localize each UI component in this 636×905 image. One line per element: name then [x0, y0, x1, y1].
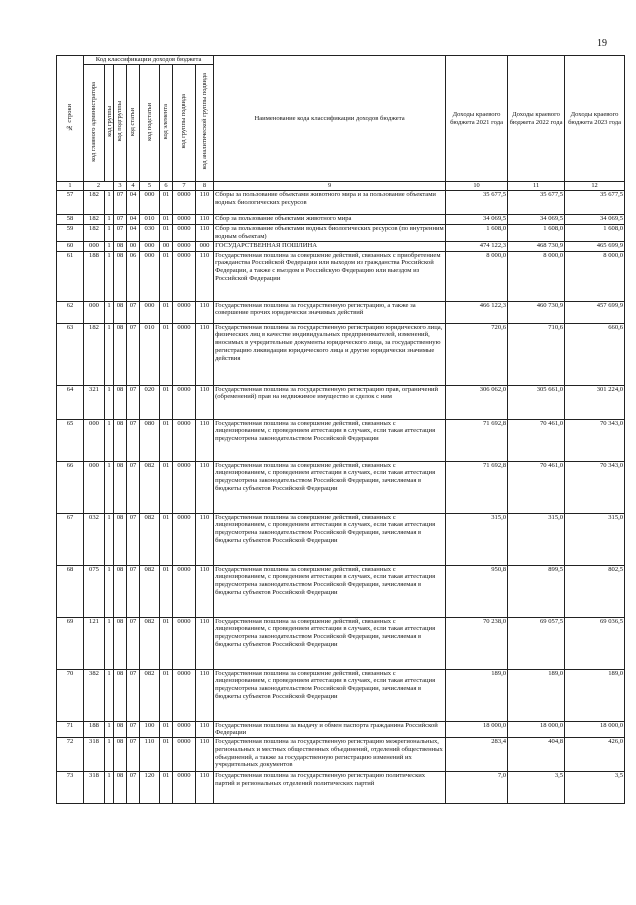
cell-an: 110: [196, 565, 214, 617]
cell-grp: 1: [105, 323, 114, 385]
cell-sub: 08: [114, 419, 127, 461]
cell-subart: 100: [140, 721, 160, 738]
cell-name: Государственная пошлина за совершение действий, связанных с лицензированием, с проведением аттестации в случаях, если такая аттестация предусмотрена законодательством Российской Федерации, зачисляемая в бюджеты субъектов Российской Федерации: [214, 617, 446, 669]
cell-admin: 182: [84, 323, 105, 385]
cell-y2: 189,0: [508, 669, 565, 721]
column-number: 10: [446, 182, 508, 191]
cell-n: 72: [57, 738, 84, 772]
table-body: [57, 191, 625, 804]
cell-y3: 189,0: [565, 669, 625, 721]
cell-sub: 07: [114, 191, 127, 215]
cell-pv: 0000: [173, 772, 196, 804]
cell-subart: 082: [140, 513, 160, 565]
cell-name: Государственная пошлина за совершение действий, связанных с лицензированием, с проведением аттестации в случаях, если такая аттестация предусмотрена законодательством Российской Федерации: [214, 419, 446, 461]
cell-admin: 188: [84, 721, 105, 738]
cell-y1: 466 122,3: [446, 301, 508, 323]
cell-admin: 000: [84, 241, 105, 251]
cell-el: 01: [160, 617, 173, 669]
cell-subart: 000: [140, 301, 160, 323]
cell-subart: 082: [140, 617, 160, 669]
table-row: [57, 215, 625, 225]
cell-an: 110: [196, 251, 214, 301]
column-number: 3: [114, 182, 127, 191]
cell-grp: 1: [105, 419, 114, 461]
cell-y1: 315,0: [446, 513, 508, 565]
cell-sub: 07: [114, 215, 127, 225]
table-row: [57, 323, 625, 385]
cell-n: 58: [57, 215, 84, 225]
cell-y1: 474 122,3: [446, 241, 508, 251]
cell-admin: 000: [84, 461, 105, 513]
cell-el: 01: [160, 669, 173, 721]
cell-el: 01: [160, 461, 173, 513]
cell-el: 01: [160, 721, 173, 738]
cell-y3: 8 000,0: [565, 251, 625, 301]
cell-y3: 1 608,0: [565, 225, 625, 242]
cell-y3: 660,6: [565, 323, 625, 385]
cell-art: 07: [127, 669, 140, 721]
cell-subart: 110: [140, 738, 160, 772]
cell-y2: 315,0: [508, 513, 565, 565]
cell-y1: 35 677,5: [446, 191, 508, 215]
cell-y3: 18 000,0: [565, 721, 625, 738]
header-kod-article: код статьи: [127, 65, 140, 182]
cell-an: 110: [196, 738, 214, 772]
cell-pv: 0000: [173, 419, 196, 461]
cell-an: 110: [196, 385, 214, 419]
cell-name: Государственная пошлина за государственную регистрацию межрегиональных, региональных и местных общественных объединений, отделений общественных объединений, а также за государственную регистрацию изменений их учредительных документов: [214, 738, 446, 772]
cell-y3: 69 036,5: [565, 617, 625, 669]
cell-y1: 1 608,0: [446, 225, 508, 242]
cell-admin: 318: [84, 738, 105, 772]
cell-pv: 0000: [173, 617, 196, 669]
column-number: 2: [84, 182, 114, 191]
cell-art: 04: [127, 225, 140, 242]
cell-pv: 0000: [173, 669, 196, 721]
cell-y1: 7,0: [446, 772, 508, 804]
cell-an: 110: [196, 772, 214, 804]
cell-an: 110: [196, 513, 214, 565]
cell-y3: 35 677,5: [565, 191, 625, 215]
header-kod-subarticle: код подстатьи: [140, 65, 160, 182]
cell-pv: 0000: [173, 251, 196, 301]
cell-n: 64: [57, 385, 84, 419]
header-kod-group-col: код группы: [105, 65, 114, 182]
cell-sub: 08: [114, 323, 127, 385]
cell-grp: 1: [105, 191, 114, 215]
column-number: 8: [196, 182, 214, 191]
column-number: 11: [508, 182, 565, 191]
cell-y2: 710,6: [508, 323, 565, 385]
cell-n: 67: [57, 513, 84, 565]
cell-art: 00: [127, 241, 140, 251]
cell-el: 01: [160, 738, 173, 772]
header-year-2023: Доходы краевого бюджета 2023 года: [565, 56, 625, 182]
cell-admin: 321: [84, 385, 105, 419]
cell-y2: 70 461,0: [508, 461, 565, 513]
cell-y1: 8 000,0: [446, 251, 508, 301]
cell-grp: 1: [105, 513, 114, 565]
cell-name: Государственная пошлина за совершение действий, связанных с лицензированием, с проведением аттестации в случаях, если такая аттестация предусмотрена законодательством Российской Федерации, зачисляемая в бюджеты субъектов Российской Федерации: [214, 669, 446, 721]
cell-grp: 1: [105, 617, 114, 669]
cell-sub: 08: [114, 251, 127, 301]
cell-grp: 1: [105, 385, 114, 419]
table-row: [57, 301, 625, 323]
header-kod-element: код элемента: [160, 65, 173, 182]
cell-admin: 382: [84, 669, 105, 721]
cell-an: 110: [196, 617, 214, 669]
cell-n: 68: [57, 565, 84, 617]
cell-name: ГОСУДАРСТВЕННАЯ ПОШЛИНА: [214, 241, 446, 251]
cell-el: 00: [160, 241, 173, 251]
cell-y1: 70 238,0: [446, 617, 508, 669]
cell-subart: 080: [140, 419, 160, 461]
cell-y1: 283,4: [446, 738, 508, 772]
cell-y3: 34 069,5: [565, 215, 625, 225]
cell-name: Государственная пошлина за государственную регистрацию, а также за совершение прочих юридически значимых действий: [214, 301, 446, 323]
cell-grp: 1: [105, 669, 114, 721]
cell-el: 01: [160, 513, 173, 565]
cell-name: Сбор за пользование объектами водных биологических ресурсов (по внутренним водным объектам): [215, 225, 444, 240]
cell-an: 110: [196, 419, 214, 461]
cell-subart: 010: [140, 215, 160, 225]
cell-admin: 182: [84, 191, 105, 215]
cell-y1: 71 692,8: [446, 461, 508, 513]
cell-name: Государственная пошлина за государственную регистрацию прав, ограничений (обременений) прав на недвижимое имущество и сделок с ним: [214, 385, 446, 419]
cell-subart: 082: [140, 669, 160, 721]
revenue-table: [56, 55, 625, 804]
cell-admin: 188: [84, 251, 105, 301]
cell-y3: 3,5: [565, 772, 625, 804]
table-row: [57, 738, 625, 772]
cell-el: 01: [160, 323, 173, 385]
cell-pv: 0000: [173, 385, 196, 419]
cell-y3: 70 343,0: [565, 419, 625, 461]
cell-pv: 0000: [173, 215, 196, 225]
cell-subart: 030: [140, 225, 160, 242]
cell-name: Государственная пошлина за совершение действий, связанных с лицензированием, с проведением аттестации в случаях, если такая аттестация предусмотрена законодательством Российской Федерации, зачисляемая в бюджеты субъектов Российской Федерации: [214, 461, 446, 513]
table-row: [57, 721, 625, 738]
cell-el: 01: [160, 191, 173, 215]
table-row: [57, 191, 625, 215]
cell-pv: 0000: [173, 241, 196, 251]
cell-sub: 08: [114, 461, 127, 513]
column-number: 7: [173, 182, 196, 191]
cell-sub: 08: [114, 721, 127, 738]
cell-pv: 0000: [173, 513, 196, 565]
cell-art: 07: [127, 323, 140, 385]
cell-n: 65: [57, 419, 84, 461]
cell-art: 07: [127, 301, 140, 323]
cell-y2: 35 677,5: [508, 191, 565, 215]
cell-sub: 08: [114, 301, 127, 323]
cell-el: 01: [160, 772, 173, 804]
table-row: [57, 461, 625, 513]
table-row: [57, 772, 625, 804]
cell-sub: 08: [114, 738, 127, 772]
cell-name: Государственная пошлина за совершение действий, связанных с лицензированием, с проведением аттестации в случаях, если такая аттестация предусмотрена законодательством Российской Федерации, зачисляемая в бюджеты субъектов Российской Федерации: [214, 513, 446, 565]
cell-pv: 0000: [173, 301, 196, 323]
table-row: [57, 385, 625, 419]
cell-an: 110: [196, 225, 214, 242]
cell-n: 60: [57, 241, 84, 251]
cell-admin: 121: [84, 617, 105, 669]
cell-y1: 306 062,0: [446, 385, 508, 419]
cell-y2: 404,8: [508, 738, 565, 772]
cell-name: Государственная пошлина за государственную регистрацию политических партий и региональных отделений политических партий: [214, 772, 446, 804]
cell-n: 57: [57, 191, 84, 215]
cell-grp: 1: [105, 251, 114, 301]
cell-y2: 18 000,0: [508, 721, 565, 738]
cell-name: Государственная пошлина за совершение действий, связанных с приобретением гражданства Российской Федерации или выходом из гражданства Российской Федерации, а также с въездом в Российскую Федерацию или выездом из Российской Федерации: [214, 251, 446, 301]
cell-pv: 0000: [173, 323, 196, 385]
cell-an: 000: [196, 241, 214, 251]
cell-name: Сборы за пользование объектами животного мира и за пользование объектами водных биологических ресурсов: [214, 191, 446, 215]
cell-n: 69: [57, 617, 84, 669]
cell-y3: 457 699,9: [565, 301, 625, 323]
column-number: 9: [214, 182, 446, 191]
cell-art: 07: [127, 617, 140, 669]
header-kod-analytic: код аналитической группы подвида: [196, 65, 214, 182]
cell-y2: 1 608,0: [508, 225, 565, 242]
cell-subart: 082: [140, 565, 160, 617]
cell-y2: 8 000,0: [508, 251, 565, 301]
cell-y1: 18 000,0: [446, 721, 508, 738]
cell-n: 63: [57, 323, 84, 385]
cell-grp: 1: [105, 241, 114, 251]
table-row: [57, 565, 625, 617]
cell-art: 07: [127, 513, 140, 565]
cell-grp: 1: [105, 565, 114, 617]
page-number: 19: [597, 38, 607, 49]
cell-grp: 1: [105, 225, 114, 242]
cell-pv: 0000: [173, 721, 196, 738]
cell-subart: 020: [140, 385, 160, 419]
cell-art: 07: [127, 565, 140, 617]
header-name: Наименование кода классификации доходов бюджета: [214, 56, 446, 182]
cell-n: 62: [57, 301, 84, 323]
cell-grp: 1: [105, 738, 114, 772]
table-row: [57, 225, 625, 242]
cell-el: 01: [160, 385, 173, 419]
cell-y2: 34 069,5: [508, 215, 565, 225]
table-row: [57, 669, 625, 721]
cell-pv: 0000: [173, 738, 196, 772]
cell-y2: 899,5: [508, 565, 565, 617]
cell-subart: 000: [140, 241, 160, 251]
cell-y1: 720,6: [446, 323, 508, 385]
cell-admin: 000: [84, 301, 105, 323]
header-year-2022: Доходы краевого бюджета 2022 года: [508, 56, 565, 182]
cell-subart: 000: [140, 191, 160, 215]
cell-subart: 120: [140, 772, 160, 804]
cell-n: 61: [57, 251, 84, 301]
table-row: [57, 251, 625, 301]
cell-sub: 08: [114, 565, 127, 617]
cell-sub: 08: [114, 241, 127, 251]
cell-el: 01: [160, 419, 173, 461]
revenue-table-container: [56, 55, 624, 804]
header-kod-subgroup: код подгруппы: [114, 65, 127, 182]
cell-y1: 34 069,5: [446, 215, 508, 225]
header-year-2021: Доходы краевого бюджета 2021 года: [446, 56, 508, 182]
cell-name: Сбор за пользование объектами животного мира: [214, 215, 446, 225]
header-kod-group: Код классификации доходов бюджета: [84, 56, 214, 65]
cell-y2: 305 661,0: [508, 385, 565, 419]
cell-y3: 301 224,0: [565, 385, 625, 419]
cell-el: 01: [160, 301, 173, 323]
cell-y3: 315,0: [565, 513, 625, 565]
cell-n: 73: [57, 772, 84, 804]
cell-an: 110: [196, 323, 214, 385]
cell-el: 01: [160, 225, 173, 242]
column-number: 4: [127, 182, 140, 191]
header-kod-subtype: код группы подвида: [173, 65, 196, 182]
cell-n: 66: [57, 461, 84, 513]
header-row-number: № строки: [57, 56, 84, 182]
cell-sub: 08: [114, 385, 127, 419]
cell-grp: 1: [105, 772, 114, 804]
cell-name: Государственная пошлина за государственную регистрацию юридического лица, физических лиц в качестве индивидуальных предпринимателей, изменений, вносимых в учредительные документы юридического лица, за государственную регистрацию ликвидации юридического лица и другие юридически значимые действия: [214, 323, 446, 385]
cell-name: Государственная пошлина за выдачу и обмен паспорта гражданина Российской Федерации: [214, 721, 446, 738]
cell-y2: 70 461,0: [508, 419, 565, 461]
cell-y3: 802,5: [565, 565, 625, 617]
cell-art: 06: [127, 251, 140, 301]
cell-an: 110: [196, 669, 214, 721]
cell-name: Государственная пошлина за совершение действий, связанных с лицензированием, с проведением аттестации в случаях, если такая аттестация предусмотрена законодательством Российской Федерации, зачисляемая в бюджеты субъектов Российской Федерации: [214, 565, 446, 617]
cell-pv: 0000: [173, 565, 196, 617]
cell-admin: 075: [84, 565, 105, 617]
column-number-row: [57, 182, 625, 191]
cell-grp: 1: [105, 215, 114, 225]
cell-n: 70: [57, 669, 84, 721]
column-number: 5: [140, 182, 160, 191]
column-number: 12: [565, 182, 625, 191]
cell-pv: 0000: [173, 191, 196, 215]
cell-subart: 010: [140, 323, 160, 385]
cell-n: 59: [57, 225, 84, 242]
cell-art: 07: [127, 772, 140, 804]
cell-el: 01: [160, 215, 173, 225]
cell-sub: 08: [114, 513, 127, 565]
cell-an: 110: [196, 461, 214, 513]
cell-sub: 08: [114, 617, 127, 669]
cell-admin: 318: [84, 772, 105, 804]
cell-grp: 1: [105, 461, 114, 513]
cell-y3: 426,0: [565, 738, 625, 772]
cell-y2: 3,5: [508, 772, 565, 804]
cell-sub: 07: [114, 225, 127, 242]
cell-n: 71: [57, 721, 84, 738]
cell-subart: 082: [140, 461, 160, 513]
cell-admin: 032: [84, 513, 105, 565]
cell-y1: 950,8: [446, 565, 508, 617]
table-row: [57, 419, 625, 461]
cell-art: 07: [127, 738, 140, 772]
table-row: [57, 513, 625, 565]
cell-y1: 189,0: [446, 669, 508, 721]
cell-grp: 1: [105, 721, 114, 738]
column-number: 1: [57, 182, 84, 191]
cell-an: 110: [196, 301, 214, 323]
cell-art: 07: [127, 385, 140, 419]
cell-admin: 000: [84, 419, 105, 461]
cell-art: 04: [127, 215, 140, 225]
cell-y2: 468 730,9: [508, 241, 565, 251]
cell-an: 110: [196, 191, 214, 215]
cell-sub: 08: [114, 669, 127, 721]
cell-pv: 0000: [173, 225, 196, 242]
cell-y2: 460 730,9: [508, 301, 565, 323]
cell-y2: 69 057,5: [508, 617, 565, 669]
cell-art: 07: [127, 721, 140, 738]
cell-pv: 0000: [173, 461, 196, 513]
header-kod-admin: код главного администратора: [84, 65, 105, 182]
cell-el: 01: [160, 251, 173, 301]
table-row: [57, 617, 625, 669]
column-number: 6: [160, 182, 173, 191]
cell-admin: 182: [84, 225, 105, 242]
table-row: [57, 241, 625, 251]
cell-el: 01: [160, 565, 173, 617]
cell-art: 04: [127, 191, 140, 215]
cell-art: 07: [127, 461, 140, 513]
cell-grp: 1: [105, 301, 114, 323]
cell-y1: 71 692,8: [446, 419, 508, 461]
cell-sub: 08: [114, 772, 127, 804]
cell-art: 07: [127, 419, 140, 461]
cell-y3: 70 343,0: [565, 461, 625, 513]
cell-y3: 465 699,9: [565, 241, 625, 251]
cell-subart: 000: [140, 251, 160, 301]
cell-an: 110: [196, 721, 214, 738]
cell-an: 110: [196, 215, 214, 225]
cell-admin: 182: [84, 215, 105, 225]
